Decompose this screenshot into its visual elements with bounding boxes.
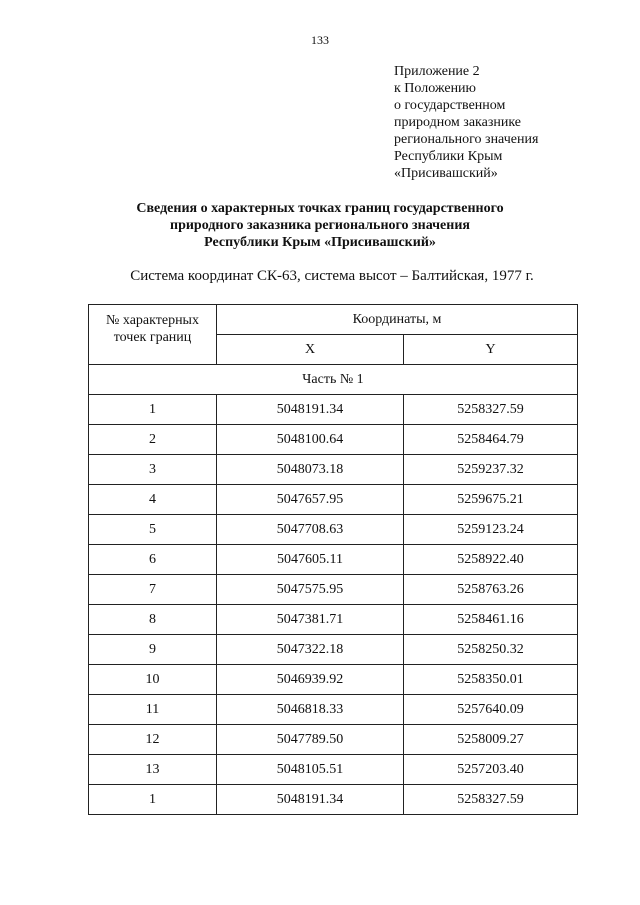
- coord-x: 5048100.64: [217, 425, 404, 455]
- point-number: 8: [89, 605, 217, 635]
- coord-y: 5257203.40: [404, 755, 578, 785]
- table-row: [89, 635, 578, 665]
- point-number: 1: [89, 395, 217, 425]
- coord-y: 5258763.26: [404, 575, 578, 605]
- table-row: [89, 725, 578, 755]
- title-line: Сведения о характерных точках границ государственного: [136, 201, 504, 216]
- appendix-line: природном заказнике: [394, 115, 522, 130]
- appendix-line: «Присивашский»: [394, 166, 498, 181]
- header-point-number: [89, 305, 217, 365]
- table-row: [89, 605, 578, 635]
- appendix-line: Республики Крым: [394, 149, 503, 164]
- point-number: 9: [89, 635, 217, 665]
- appendix-note: [394, 63, 538, 182]
- point-number: 13: [89, 755, 217, 785]
- coord-y: 5258327.59: [404, 395, 578, 425]
- point-number: 7: [89, 575, 217, 605]
- coord-x: 5047322.18: [217, 635, 404, 665]
- point-number: 10: [89, 665, 217, 695]
- header-coordinates: Координаты, м: [217, 305, 578, 335]
- table-row: [89, 695, 578, 725]
- table-row: [89, 485, 578, 515]
- appendix-line: о государственном: [394, 98, 506, 113]
- coord-x: 5047789.50: [217, 725, 404, 755]
- point-number: 12: [89, 725, 217, 755]
- point-number: 3: [89, 455, 217, 485]
- appendix-line: регионального значения: [394, 132, 539, 147]
- coord-x: 5047381.71: [217, 605, 404, 635]
- boundary-points-table: [88, 304, 578, 815]
- page-number: 133: [311, 33, 329, 47]
- table-row: [89, 755, 578, 785]
- coord-x: 5048191.34: [217, 785, 404, 815]
- table-row: [89, 665, 578, 695]
- coord-x: 5046939.92: [217, 665, 404, 695]
- coord-x: 5048191.34: [217, 395, 404, 425]
- coord-y: 5258464.79: [404, 425, 578, 455]
- table-row: [89, 515, 578, 545]
- table-row: [89, 575, 578, 605]
- coordinate-system-caption: Система координат СК-63, система высот – Балтийская, 1977 г.: [130, 268, 534, 284]
- document-title: [0, 200, 640, 251]
- title-line: природного заказника регионального значения: [170, 218, 470, 233]
- coord-y: 5259123.24: [404, 515, 578, 545]
- coord-y: 5258327.59: [404, 785, 578, 815]
- coord-y: 5258009.27: [404, 725, 578, 755]
- coord-x: 5047605.11: [217, 545, 404, 575]
- appendix-line: к Положению: [394, 81, 477, 96]
- header-point-number-line2: точек границ: [113, 329, 192, 345]
- point-number: 2: [89, 425, 217, 455]
- coord-y: 5258922.40: [404, 545, 578, 575]
- coord-y: 5258461.16: [404, 605, 578, 635]
- point-number: 1: [89, 785, 217, 815]
- point-number: 4: [89, 485, 217, 515]
- coord-y: 5259237.32: [404, 455, 578, 485]
- header-y: Y: [404, 335, 578, 365]
- table-row: [89, 455, 578, 485]
- coord-x: 5047657.95: [217, 485, 404, 515]
- table-row: [89, 395, 578, 425]
- point-number: 6: [89, 545, 217, 575]
- appendix-line: Приложение 2: [394, 64, 480, 79]
- coord-y: 5257640.09: [404, 695, 578, 725]
- header-point-number-line1: № характерных: [106, 312, 199, 328]
- coord-y: 5258250.32: [404, 635, 578, 665]
- header-x: X: [217, 335, 404, 365]
- coord-x: 5047708.63: [217, 515, 404, 545]
- table-row: [89, 425, 578, 455]
- point-number: 5: [89, 515, 217, 545]
- coord-y: 5258350.01: [404, 665, 578, 695]
- coord-x: 5046818.33: [217, 695, 404, 725]
- coord-x: 5048105.51: [217, 755, 404, 785]
- table-row: [89, 785, 578, 815]
- coord-x: 5048073.18: [217, 455, 404, 485]
- coord-y: 5259675.21: [404, 485, 578, 515]
- part-label: Часть № 1: [89, 365, 578, 395]
- table-row: [89, 545, 578, 575]
- point-number: 11: [89, 695, 217, 725]
- title-line: Республики Крым «Присивашский»: [204, 235, 436, 250]
- coord-x: 5047575.95: [217, 575, 404, 605]
